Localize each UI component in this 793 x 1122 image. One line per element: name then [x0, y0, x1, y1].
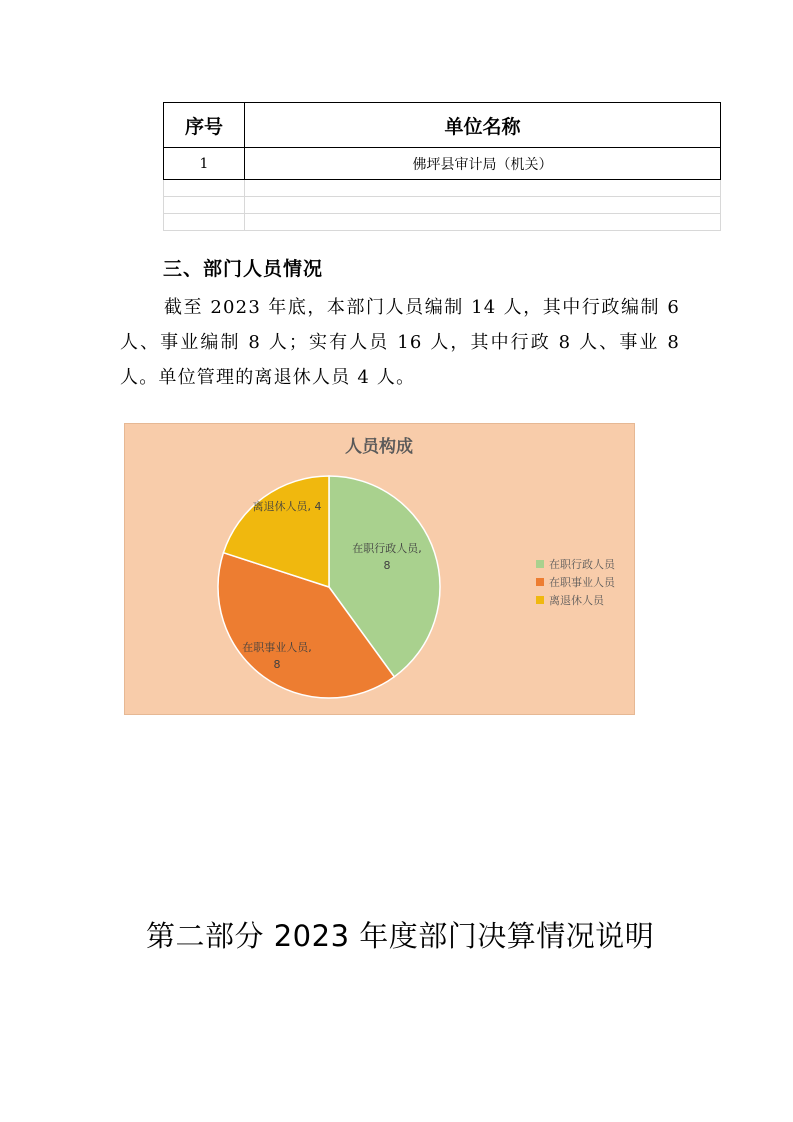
slice-data-label: 离退休人员, 4 — [252, 500, 322, 513]
legend-label: 在职事业人员 — [549, 576, 615, 589]
empty-table-row — [164, 197, 721, 214]
pie-chart-svg — [125, 424, 634, 714]
legend-label: 在职行政人员 — [549, 558, 615, 571]
legend-swatch — [536, 578, 544, 586]
empty-table-row — [164, 214, 721, 231]
pie-chart — [124, 423, 635, 715]
legend-label: 离退休人员 — [549, 594, 604, 607]
section-heading: 三、部门人员情况 — [163, 258, 324, 280]
slice-data-label: 8 — [273, 658, 281, 671]
table-header-row — [164, 103, 721, 148]
slice-data-label: 8 — [383, 559, 391, 572]
legend-swatch — [536, 560, 544, 568]
chart-title: 人员构成 — [345, 437, 413, 457]
staffing-paragraph: 截至 2023 年底，本部门人员编制 14 人，其中行政编制 6 人、事业编制 8 人；实有人员 16 人，其中行政 8 人、事业 8 人。单位管理的离退休人员 4 人。 — [120, 297, 680, 388]
cell-seq: 1 — [164, 148, 245, 180]
unit-table — [163, 102, 721, 231]
empty-table-row — [164, 180, 721, 197]
slice-data-label: 在职行政人员, — [352, 542, 422, 555]
table-row — [164, 148, 721, 180]
part-heading: 第二部分 2023 年度部门决算情况说明 — [146, 919, 655, 953]
cell-unit-name: 佛坪县审计局（机关） — [245, 148, 721, 180]
header-seq: 序号 — [164, 103, 245, 148]
legend-swatch — [536, 596, 544, 604]
header-unit-name: 单位名称 — [245, 103, 721, 148]
slice-data-label: 在职事业人员, — [242, 641, 312, 654]
